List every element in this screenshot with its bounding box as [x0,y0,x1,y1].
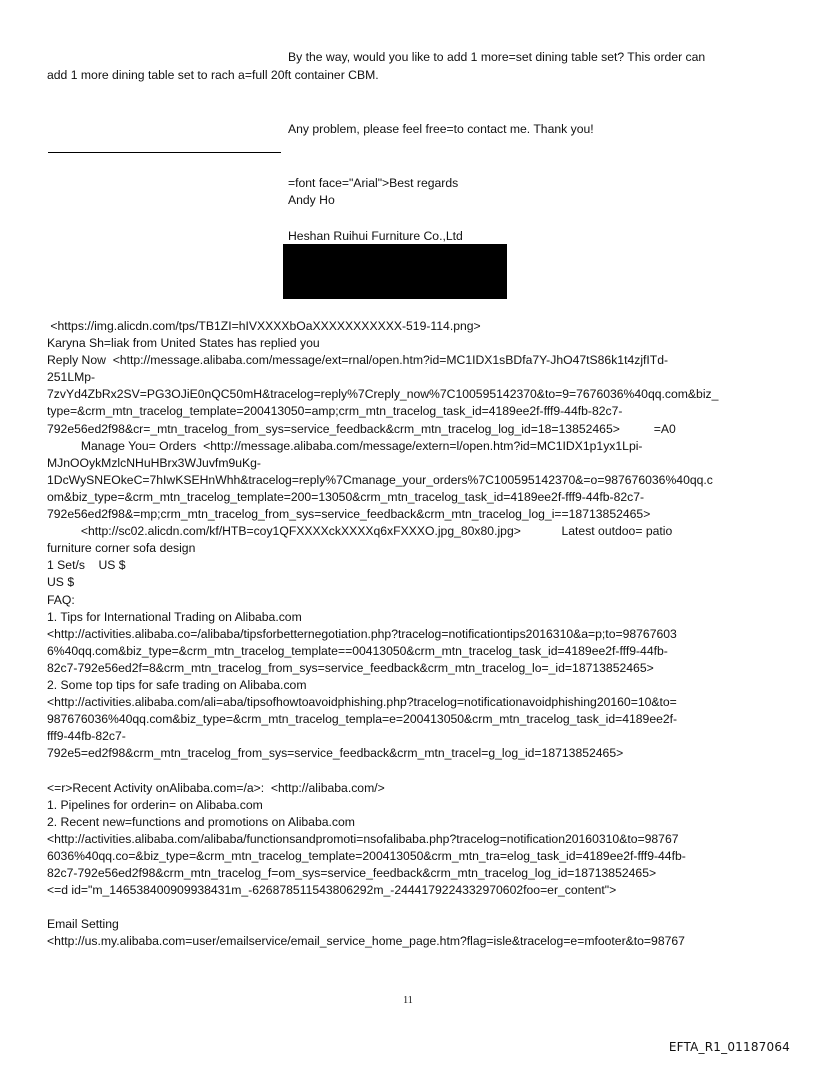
body-line: 82c7-792e56ed2f=8&crm_mtn_tracelog_from_sys=service_feedback&crm_mtn_tracelog_lo=_id=18713852465> [47,660,654,675]
body-line: 82c7-792e56ed2f98&crm_mtn_tracelog_f=om_sys=service_feedback&crm_mtn_tracelog_log_id=18713852465> [47,866,657,880]
body-line: 7zvYd4ZbRx2SV=PG3OJiE0nQC50mH&tracelog=reply%7Creply_now%7C100595142370&to=9=7676036%40qq.com&biz_ [47,387,719,402]
body-line: 6%40qq.com&biz_type=&crm_mtn_tracelog_template==00413050&crm_mtn_tracelog_task_id=4189ee2f-fff9-44fb- [47,643,668,658]
document-id: EFTA_R1_01187064 [668,1040,790,1054]
paragraph-line: add 1 more dining table set to rach a=full 20ft container CBM. [47,68,379,82]
email-body [47,318,787,950]
body-line: 792e5=ed2f98&crm_mtn_tracelog_from_sys=service_feedback&crm_mtn_tracel=g_log_id=18713852465> [47,746,624,761]
body-line: 792e56ed2f98&=mp;crm_mtn_tracelog_from_sys=service_feedback&crm_mtn_tracelog_log_i==18713852465> [47,507,651,522]
body-line: 1 Set/s US $ [47,558,126,573]
body-line: <http://activities.alibaba.com/alibaba/functionsandpromoti=nsofalibaba.php?tracelog=notification20160310&to=98767 [47,831,679,846]
top-paragraph [288,49,788,66]
body-line: <http://activities.alibaba.com/ali=aba/tipsofhowtoavoidphishing.php?tracelog=notificationavoidphishing20160=10&to= [47,695,677,710]
top-paragraph-wrap [47,67,787,84]
body-line: Manage You= Orders <http://message.alibaba.com/message/extern=l/open.htm?id=MC1IDX1p1yx1Lpi- [47,438,643,453]
paragraph-line: Any problem, please feel free=to contact me. Thank you! [288,122,594,136]
body-line: <http://us.my.alibaba.com=user/emailservice/email_service_home_page.htm?flag=isle&tracelog=e=mfooter&to=98767 [47,934,685,949]
body-line: Email Setting [47,917,119,932]
body-line: US $ [47,575,75,590]
body-line: furniture corner sofa design [47,541,196,556]
signature-divider [48,152,281,153]
company-name-block [288,228,788,245]
body-line: 2. Recent new=functions and promotions on Alibaba.com [47,814,355,829]
body-line: <http://sc02.alicdn.com/kf/HTB=coy1QFXXXXckXXXXq6xFXXXO.jpg_80x80.jpg> Latest outdoo= patio [47,524,673,539]
body-line: 251LMp- [47,370,96,385]
paragraph-line: By the way, would you like to add 1 more=set dining table set? This order can [288,50,706,64]
body-line: 6036%40qq.co=&biz_type=&crm_mtn_tracelog_template=200413050&crm_mtn_tra=elog_task_id=4189ee2f-fff9-44fb- [47,848,686,863]
redaction-box [283,244,507,299]
company-name: Heshan Ruihui Furniture Co.,Ltd [288,229,463,243]
body-line: FAQ: [47,592,75,607]
body-line: 1. Pipelines for orderin= on Alibaba.com [47,797,263,812]
body-line: 792e56ed2f98&cr=_mtn_tracelog_from_sys=service_feedback&crm_mtn_tracelog_log_id=18=13852465> =A0 [47,421,676,436]
body-line: om&biz_type=&crm_mtn_tracelog_template=200=13050&crm_mtn_tracelog_task_id=4189ee2f-fff9-44fb-82c7- [47,489,645,504]
body-line: <http://activities.alibaba.co=/alibaba/tipsforbetternegotiation.php?tracelog=notificationtips2016310&a=p;to=98767603 [47,626,677,641]
body-line: MJnOOykMzlcNHuHBrx3WJuvfm9uKg- [47,455,261,470]
page-number: 11 [403,995,413,1006]
body-line [47,899,787,916]
signature-block [288,175,788,209]
body-line: type=&crm_mtn_tracelog_template=200413050=amp;crm_mtn_tracelog_task_id=4189ee2f-fff9-44fb-82c7- [47,404,623,419]
body-line: Karyna Sh=liak from United States has replied you [47,336,320,351]
body-line: <=d id="m_146538400909938431m_-626878511543806292m_-2444179224332970602foo=er_content"> [47,883,617,898]
body-line: 2. Some top tips for safe trading on Alibaba.com [47,677,307,692]
body-line: 1. Tips for International Trading on Alibaba.com [47,609,302,624]
body-line: 1DcWySNEOkeC=7hIwKSEHnWhh&tracelog=reply%7Cmanage_your_orders%7C100595142370&=o=987676036%40qq.c [47,472,713,487]
signature-greeting: =font face="Arial">Best regards [288,176,459,190]
body-line: 987676036%40qq.com&biz_type=&crm_mtn_tracelog_templa=e=200413050&crm_mtn_tracelog_task_id=4189ee2f- [47,712,678,727]
signature-name: Andy Ho [288,193,335,207]
closing-line [288,121,788,138]
body-line: Reply Now <http://message.alibaba.com/message/ext=rnal/open.htm?id=MC1IDX1sBDfa7Y-JhO47tS86k1t4zjfITd- [47,353,669,368]
body-line: <https://img.alicdn.com/tps/TB1ZI=hIVXXXXbOaXXXXXXXXXXX-519-114.png> [47,319,481,333]
body-line: <=r>Recent Activity onAlibaba.com=/a>: <http://alibaba.com/> [47,780,385,795]
body-line [47,762,787,779]
body-line: fff9-44fb-82c7- [47,729,126,744]
